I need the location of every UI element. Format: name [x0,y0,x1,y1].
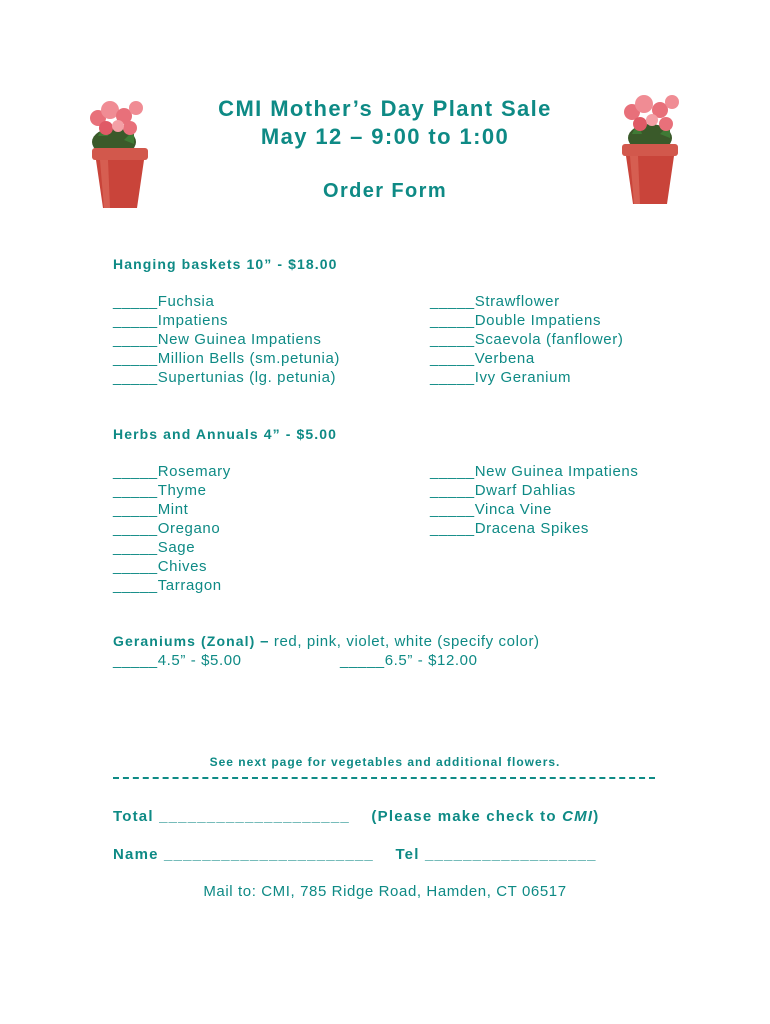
list-item: _____Oregano [113,520,221,537]
name-tel-line [113,846,597,863]
list-item: _____Sage [113,539,196,556]
list-item: _____New Guinea Impatiens [113,331,322,348]
list-item: _____Million Bells (sm.petunia) [113,350,341,367]
herbs-annuals-left-list [113,462,231,595]
geraniums-dash: – [255,633,274,650]
name-label: Name ______________________ [113,846,374,863]
mailing-address: Mail to: CMI, 785 Ridge Road, Hamden, CT 06517 [203,883,567,900]
page-title: CMI Mother’s Day Plant Sale [218,96,552,121]
page-title-date: May 12 – 9:00 to 1:00 [260,124,510,149]
list-item: _____Thyme [113,482,207,499]
order-form-heading: Order Form [322,180,448,202]
list-item: _____Supertunias (lg. petunia) [113,369,337,386]
list-item: _____Ivy Geranium [430,369,572,386]
tel-label: Tel __________________ [395,846,597,863]
total-label: Total ____________________ [113,808,350,825]
hanging-baskets-heading: Hanging baskets 10” - $18.00 [113,256,338,272]
list-item: _____Scaevola (fanflower) [430,331,624,348]
list-item: _____Impatiens [113,312,229,329]
list-item: _____Chives [113,558,208,575]
check-note: (Please make check to CMI) [371,808,600,825]
hanging-baskets-right-list [430,292,623,387]
list-item: _____Double Impatiens [430,312,602,329]
list-item: _____Rosemary [113,463,231,480]
herbs-annuals-right-list [430,462,638,538]
hanging-baskets-left-list [113,292,340,387]
geraniums-colors: red, pink, violet, white (specify color) [273,633,540,650]
total-line [113,808,599,825]
check-payee: CMI [562,808,594,825]
geraniums-heading: Geraniums (Zonal) [113,633,256,649]
list-item: _____Tarragon [113,577,222,594]
list-item: _____Dwarf Dahlias [430,482,576,499]
geranium-option-small: _____4.5” - $5.00 [113,652,242,669]
list-item: _____Vinca Vine [430,501,552,518]
geranium-option-large: _____6.5” - $12.00 [340,652,478,669]
list-item: _____Strawflower [430,293,560,310]
list-item: _____New Guinea Impatiens [430,463,639,480]
list-item: _____Verbena [430,350,535,367]
next-page-note: See next page for vegetables and additional flowers. [209,755,561,769]
list-item: _____Fuchsia [113,293,215,310]
geraniums-heading-line [113,632,540,651]
list-item: _____Dracena Spikes [430,520,589,537]
herbs-annuals-heading: Herbs and Annuals 4” - $5.00 [113,426,338,442]
list-item: _____Mint [113,501,189,518]
dashed-divider [113,777,655,779]
